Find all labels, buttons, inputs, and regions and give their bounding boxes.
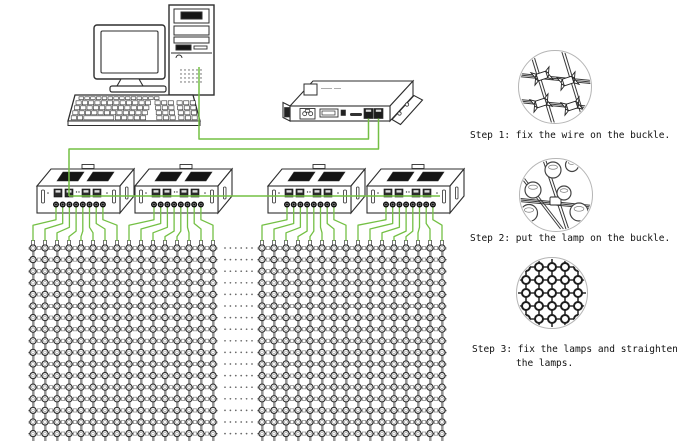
sender-display xyxy=(320,109,338,117)
computer-monitor xyxy=(94,25,166,92)
step-2-image xyxy=(520,159,593,232)
step-figures xyxy=(517,51,593,329)
grid-continuation-dots xyxy=(224,247,253,434)
computer-illustration xyxy=(68,5,214,126)
lamp-grid-section-2 xyxy=(258,240,447,441)
sender-power-socket xyxy=(300,109,315,120)
step-3-caption-line-2: the lamps. xyxy=(516,358,574,369)
step-1-image xyxy=(519,51,592,124)
step-1-caption: Step 1: fix the wire on the buckle. xyxy=(470,130,671,141)
sender-slot xyxy=(350,113,362,116)
step-3-caption-line-1: Step 3: fix the lamps and straighten xyxy=(472,344,678,355)
step-3-image xyxy=(517,258,588,329)
sender-top-port xyxy=(304,84,317,95)
computer-tower xyxy=(169,5,214,95)
sender-switch xyxy=(341,110,346,116)
step-2-caption: Step 2: put the lamp on the buckle. xyxy=(470,233,671,244)
computer-keyboard xyxy=(68,95,200,126)
lamp-grid-section-1 xyxy=(29,240,218,441)
sender-controller xyxy=(283,81,423,125)
lamp-grid xyxy=(29,240,447,441)
